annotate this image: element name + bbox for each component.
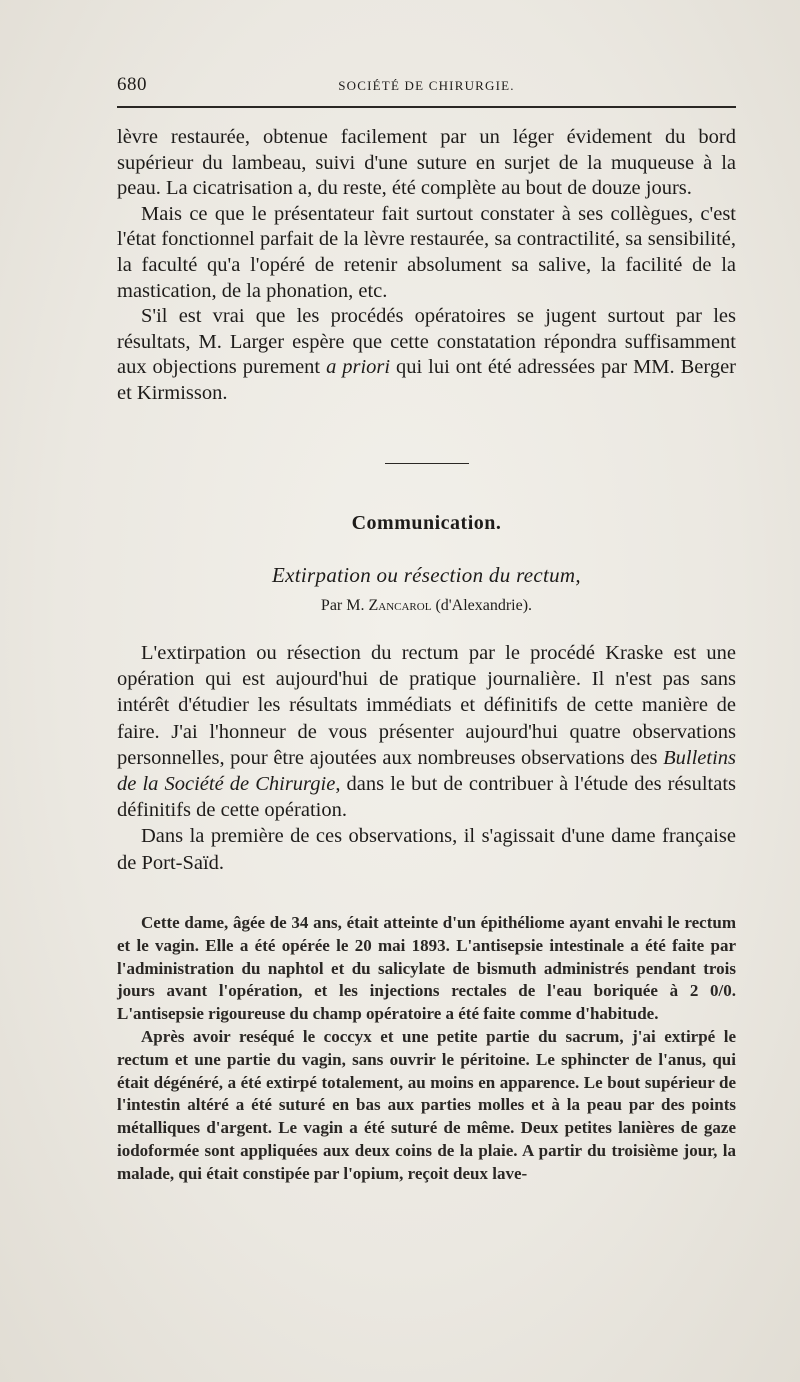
main-paragraph-1-start: L'extirpation ou résection du rectum par le procédé Kraske est une opération qui est aujourd'hui de pratique journalière. Il n'est pas sans intérêt d'étudier les résultats immédiats et définitifs de cette manière de faire. J'ai l'honneur de vous présenter aujourd'hui quatre observations personnelles, pour être ajoutées aux nombreuses observations des — [117, 642, 736, 769]
running-head: SOCIÉTÉ DE CHIRURGIE. — [338, 78, 515, 93]
header-rule — [117, 106, 736, 108]
main-paragraph-1 — [117, 640, 736, 823]
main-text — [117, 640, 736, 876]
page-number: 680 — [117, 74, 147, 95]
section-title: Communication. — [351, 512, 502, 534]
author-name: Zancarol — [368, 597, 432, 614]
case-paragraph-2: Après avoir reséqué le coccyx et une petite partie du sacrum, j'ai extirpé le rectum et une partie du vagin, sans ouvrir le péritoine. Le sphincter de l'anus, qui était dégénéré, a été extirpé totalement, au moins en apparence. Le bout supérieur de l'intestin altéré a été suturé en bas aux parties molles et à la peau par des points métalliques d'argent. Le vagin a été suturé de même. Deux petites lanières de gaze iodoformée sont appliquées aux deux coins de la plaie. A partir du troisième jour, la malade, qui était constipée par l'opium, reçoit deux lave- — [117, 1026, 736, 1183]
main-paragraph-1-italic: Bulletins de la Société de Chirurgie — [117, 746, 736, 796]
byline-prefix: Par M. — [320, 597, 369, 614]
intro-text — [117, 125, 736, 407]
intro-paragraph-3-end: qui lui ont été adressées par MM. Berger et Kirmisson. — [117, 356, 736, 404]
byline-suffix: (d'Alexandrie). — [431, 597, 533, 614]
main-paragraph-1-end: , dans le but de contribuer à l'étude des résultats définitifs de cette opération. — [117, 773, 736, 822]
intro-paragraph-3-start: S'il est vrai que les procédés opératoires se jugent surtout par les résultats, M. Larger espère que cette constatation répondra suffisamment aux objections purement — [117, 305, 736, 379]
intro-paragraph-2: Mais ce que le présentateur fait surtout constater à ses collègues, c'est l'état fonctionnel parfait de la lèvre restaurée, sa contractilité, sa sensibilité, la faculté qu'a l'opéré de retenir absolument sa salive, la facilité de la mastication, de la phonation, etc. — [117, 202, 736, 302]
main-paragraph-2: Dans la première de ces observations, il s'agissait d'une dame française de Port-Saïd. — [117, 825, 736, 874]
case-report — [117, 912, 736, 1186]
page-header — [117, 74, 736, 98]
intro-paragraph-3 — [117, 304, 736, 406]
intro-paragraph-1: lèvre restaurée, obtenue facilement par un léger évidement du bord supérieur du lambeau, suivi d'une suture en surjet de la muqueuse à la peau. La cicatrisation a, du reste, été complète au bout de douze jours. — [117, 126, 736, 200]
article-title: Extirpation ou résection du rectum, — [272, 563, 581, 587]
byline — [117, 597, 736, 615]
case-paragraph-1: Cette dame, âgée de 34 ans, était atteinte d'un épithéliome ayant envahi le rectum et le vagin. Elle a été opérée le 20 mai 1893. L'antisepsie intestinale a été faite par l'administration du naphtol et du salicylate de bismuth administrés pendant trois jours avant l'opération, et les injections rectales de l'eau boriquée à 2 0/0. L'antisepsie rigoureuse du champ opératoire a été faite comme d'habitude. — [117, 913, 736, 1024]
section-divider — [385, 463, 469, 464]
intro-paragraph-3-italic: a priori — [326, 356, 391, 379]
